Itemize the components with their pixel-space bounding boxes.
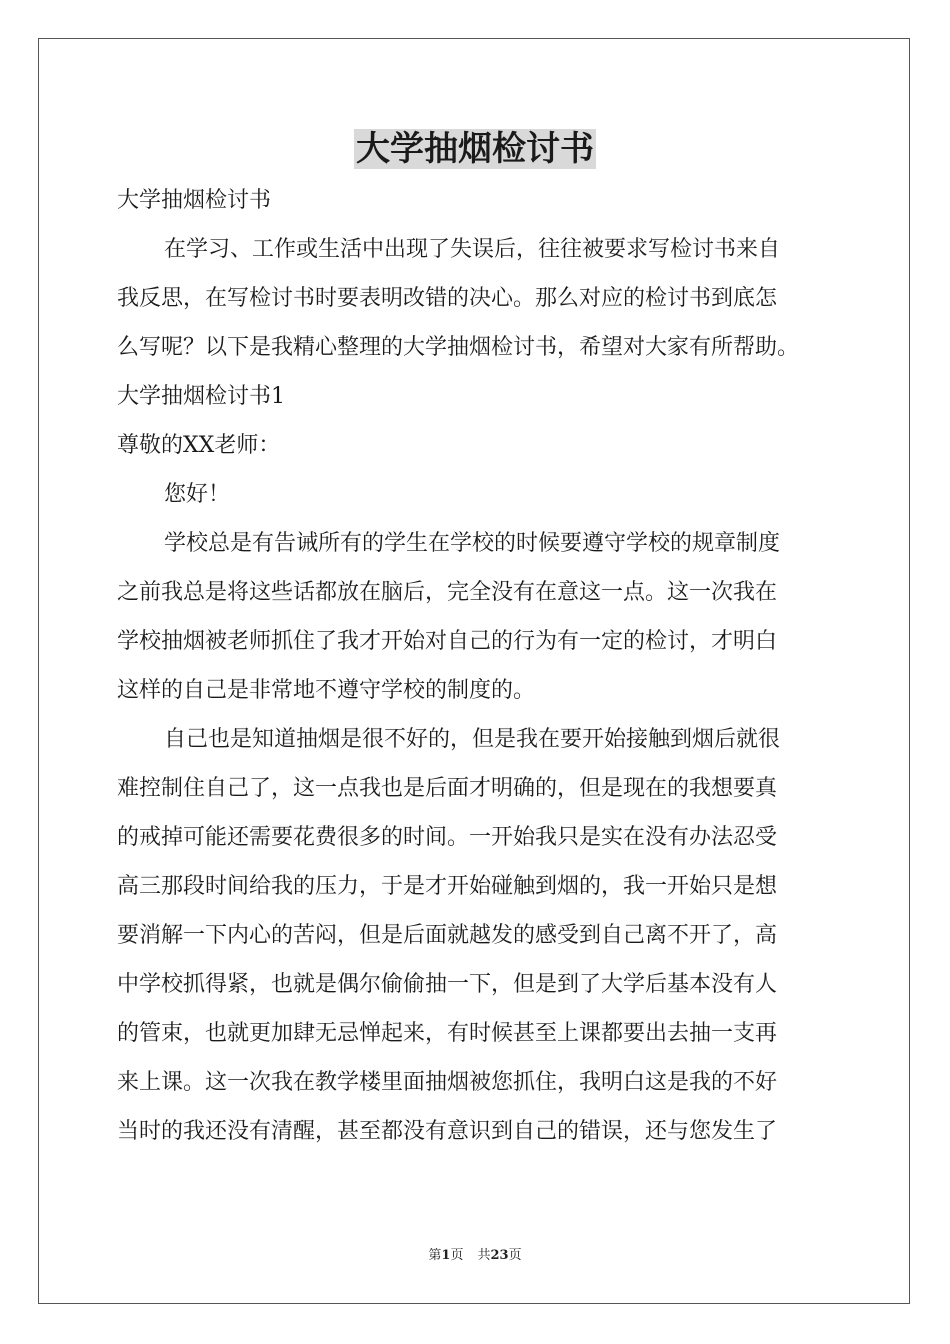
body-line: 高三那段时间给我的压力，于是才开始碰触到烟的，我一开始只是想 [117,874,778,899]
body-line: 在学习、工作或生活中出现了失误后，往往被要求写检讨书来自 [164,237,781,262]
page-number: 1 [441,1248,451,1263]
document-title-text: 大学抽烟检讨书 [356,129,594,169]
total-pages: 23 [490,1248,509,1263]
body-line: 要消解一下内心的苦闷，但是后面就越发的感受到自己离不开了，高 [117,923,778,948]
body-line: 的戒掉可能还需要花费很多的时间。一开始我只是实在没有办法忍受 [117,825,778,850]
total-prefix: 共 [477,1248,491,1263]
body-line: 难控制住自己了，这一点我也是后面才明确的，但是现在的我想要真 [117,776,778,801]
body-line: 学校抽烟被老师抓住了我才开始对自己的行为有一定的检讨，才明白 [117,629,778,654]
body-line: 学校总是有告诫所有的学生在学校的时候要遵守学校的规章制度 [164,531,781,556]
total-suffix: 页 [508,1248,522,1263]
body-line: 中学校抓得紧，也就是偶尔偷偷抽一下，但是到了大学后基本没有人 [117,972,778,997]
subtitle-line: 大学抽烟检讨书 [117,188,272,213]
body-line: 么写呢？以下是我精心整理的大学抽烟检讨书，希望对大家有所帮助。 [117,335,800,360]
section-heading: 大学抽烟检讨书1 [117,384,285,409]
salutation: 尊敬的XX老师： [117,433,281,458]
body-line: 的管束，也就更加肆无忌惮起来，有时候甚至上课都要出去抽一支再 [117,1021,778,1046]
document-body [117,176,843,1156]
body-line: 我反思，在写检讨书时要表明改错的决心。那么对应的检讨书到底怎 [117,286,778,311]
body-line: 之前我总是将这些话都放在脑后，完全没有在意这一点。这一次我在 [117,580,778,605]
body-line: 自己也是知道抽烟是很不好的，但是我在要开始接触到烟后就很 [164,727,781,752]
body-line: 来上课。这一次我在教学楼里面抽烟被您抓住，我明白这是我的不好 [117,1070,778,1095]
page-suffix: 页 [450,1248,464,1263]
body-line: 这样的自己是非常地不遵守学校的制度的。 [117,678,536,703]
page-footer [0,1246,950,1266]
page-prefix: 第 [428,1248,442,1263]
greeting: 您好！ [164,482,231,507]
body-line: 当时的我还没有清醒，甚至都没有意识到自己的错误，还与您发生了 [117,1119,778,1144]
document-title [0,124,950,174]
